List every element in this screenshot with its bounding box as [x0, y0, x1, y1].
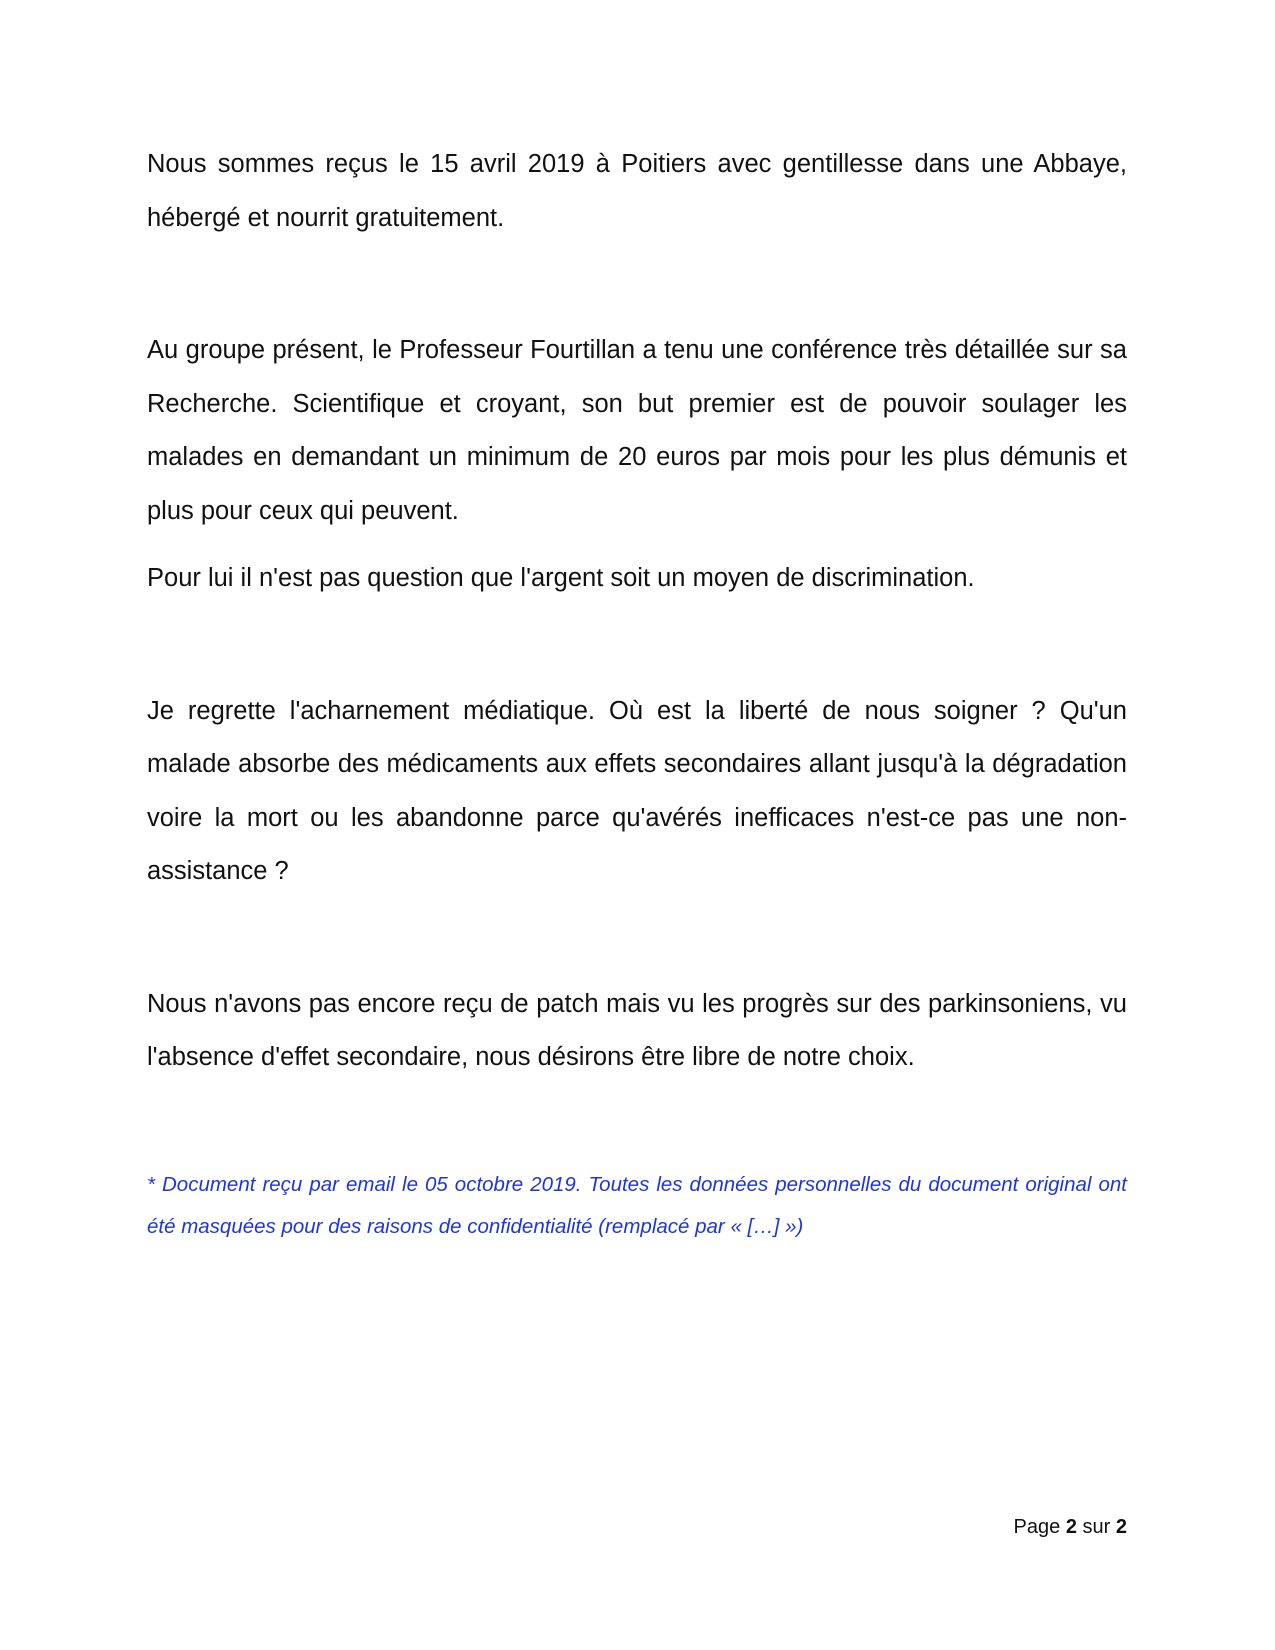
page-number — [1014, 1516, 1127, 1539]
page-separator: sur — [1082, 1516, 1111, 1538]
paragraph-conference: Au groupe présent, le Professeur Fourtillan a tenu une conférence très détaillée sur sa Recherche. Scientifique et croyant, son but premier est de pouvoir soulager les malades en demandant un minimum de 20 euros par mois pour les plus démunis et plus pour ceux qui peuvent. — [147, 336, 1127, 525]
paragraph-media: Je regrette l'acharnement médiatique. Où est la liberté de nous soigner ? Qu'un malade absorbe des médicaments aux effets secondaires allant jusqu'à la dégradation voire la mort ou les abandonne parce qu'avérés inefficaces n'est-ce pas une non-assistance ? — [147, 696, 1127, 885]
confidentiality-note: * Document reçu par email le 05 octobre 2019. Toutes les données personnelles du document original ont été masquées pour des raisons de confidentialité (remplacé par « […] ») — [147, 1172, 1127, 1238]
document-body — [147, 138, 1127, 1248]
paragraph-patch: Nous n'avons pas encore reçu de patch mais vu les progrès sur des parkinsoniens, vu l'absence d'effet secondaire, nous désirons être libre de notre choix. — [147, 989, 1127, 1071]
page-current: 2 — [1065, 1516, 1077, 1538]
page-total: 2 — [1115, 1516, 1127, 1538]
page-label: Page — [1013, 1516, 1061, 1538]
paragraph-reception: Nous sommes reçus le 15 avril 2019 à Poitiers avec gentillesse dans une Abbaye, hébergé et nourrit gratuitement. — [147, 150, 1127, 232]
paragraph-discrimination: Pour lui il n'est pas question que l'argent soit un moyen de discrimination. — [147, 564, 975, 592]
